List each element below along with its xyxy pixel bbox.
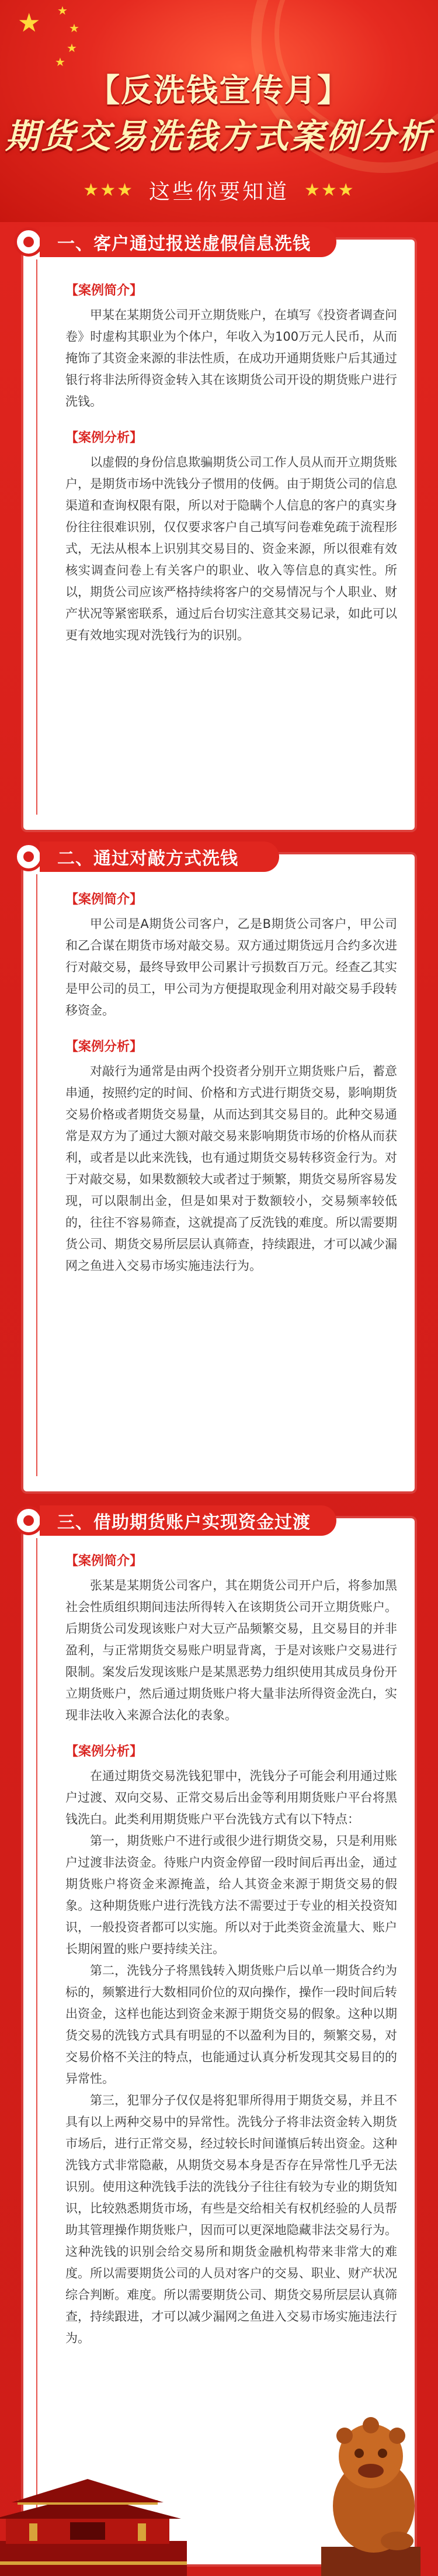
tiananmen-gate-illustration — [0, 2453, 187, 2576]
subtitle: 这些你要知道 — [148, 179, 289, 204]
paragraph: 以虚假的身份信息欺骗期货公司工作人员从而开立期货账户，是期货市场中洗钱分子惯用的伎俩。由于期货公司的信息渠道和查询权限有限，所以对于隐瞒个人信息的客户的真实身份往往很难识别，仅仅要求客户自己填写问卷难免疏于流程形式，无法从根本上识别其交易目的、资金来源，所以很难有效核实调查问卷上有关客户的职业、收入等信息的真实性。所以，期货公司应该严格持续将客户的交易情况与个人职业、财产状况等紧密联系，通过后台切实注意其交易记录，如此可以更有效地实现对洗钱行为的识别。 — [65, 455, 397, 642]
paragraph: 对敲行为通常是由两个投资者分别开立期货账户后，蓄意串通，按照约定的时间、价格和方式进行期货交易，影响期货交易价格或者期货交易量，从而达到其交易目的。此种交易通常是双方为了通过大额对敲交易来影响期货市场的价格从而获利，或者是以此来洗钱，也有通过期货交易转移资金行为。对于对敲交易，如果数额较大或者过于频繁，期货交易所容易发现，可以限制出金，但是如果对于数额较小，交易频率较低的，往往不容易筛查，这就提高了反洗钱的难度。所以需要期货公司、期货交易所层层认真筛查，持续跟进，才可以减少漏网之鱼进入交易市场实施违法行为。 — [65, 1064, 397, 1273]
paragraph: 第二，洗钱分子将黑钱转入期货账户后以单一期货合约为标的，频繁进行大数相同价位的双向操作，操作一段时间后转出资金，这样也能达到资金来源于期货交易的假象。这种以期货交易的洗钱方式具有明显的不以盈利为目的，频繁交易，对交易价格不关注的特点，也能通过认真分析发现其交易目的的异常性。 — [65, 1964, 397, 2086]
footer-decoration — [0, 2399, 438, 2576]
subtitle-row — [0, 175, 438, 205]
star-icon: ★ — [69, 21, 79, 35]
header-banner — [0, 0, 438, 222]
case-tag: 【案例简介】 — [65, 283, 143, 298]
timeline-line — [36, 259, 37, 815]
star-icons-right: ★★★ — [304, 179, 355, 200]
section-card-1 — [23, 234, 415, 830]
section-bullet-icon — [14, 842, 43, 871]
case-tag: 【案例分析】 — [65, 431, 143, 445]
case-intro — [65, 281, 397, 413]
star-icon: ★ — [18, 8, 41, 38]
paragraph: 甲公司是A期货公司客户，乙是B期货公司客户，甲公司和乙合谋在期货市场对敲交易。双方通过期货远月合约多次进行对敲交易，最终导致甲公司累计亏损数百万元。经查乙其实是甲公司的员工，甲公司为方便提取现金利用对敲交易手段转移资金。 — [65, 917, 397, 1017]
section-title: 一、客户通过报送虚假信息洗钱 — [40, 227, 336, 257]
paragraph: 甲某在某期货公司开立期货账户，在填写《投资者调查问卷》时虚构其职业为个体户，年收入为100万元人民币，从而掩饰了其资金来源的非法性质，在成功开通期货账户后其通过银行将非法所得资金转入其在该期货公司开设的期货账户进行洗钱。 — [65, 308, 397, 408]
section-title: 三、借助期货账户实现资金过渡 — [40, 1505, 336, 1536]
section-header — [14, 839, 279, 874]
section-content — [65, 1551, 397, 2364]
case-intro — [65, 889, 397, 1022]
section-header — [14, 224, 336, 259]
case-tag: 【案例简介】 — [65, 1554, 143, 1569]
section-content — [65, 889, 397, 1292]
section-card-2 — [23, 849, 415, 1491]
paragraph: 第三，犯罪分子仅仅是将犯罪所得用于期货交易，并且不具有以上两种交易中的异常性。洗钱分子将非法资金转入期货市场后，进行正常交易，经过较长时间谨慎后转出资金。这种洗钱方式非常隐蔽，从期货交易本身是否存在异常性几乎无法识别。使用这种洗钱手法的洗钱分子往往有较为专业的期货知识，比较熟悉期货市场，有些是交给相关有权机经验的人员帮助其管理操作期货账户，因而可以更深地隐藏非法交易行为。这种洗钱的识别会给交易所和期货金融机构带来非常大的难度。所以需要期货公司的人员对客户的交易、职业、财产状况综合判断。难度。所以需要期货公司、期货交易所层层认真筛查，持续跟进，才可以减少漏网之鱼进入交易市场实施违法行为。 — [65, 2093, 397, 2345]
star-icon: ★ — [57, 4, 68, 18]
star-icon: ★ — [67, 41, 77, 55]
case-tag: 【案例分析】 — [65, 1744, 143, 1759]
stone-lion-illustration — [310, 2401, 432, 2576]
paragraph: 第一，期货账户不进行或很少进行期货交易，只是利用账户过渡非法资金。待账户内资金停留一段时间后再出金，通过期货账户将资金来源掩盖，给人其资金来源于期货交易的假象。这种期货账户进行洗钱方法不需要过于专业的相关投资知识，一般投资者都可以实施。所以对于此类资金流量大、账户长期闲置的账户要持续关注。 — [65, 1834, 397, 1956]
case-analysis — [65, 1037, 397, 1277]
section-content — [65, 281, 397, 662]
timeline-line — [36, 874, 37, 1476]
paragraph: 张某是某期货公司客户，其在期货公司开户后，将参加黑社会性质组织期间违法所得转入在该期货公司开立期货账户。后期货公司发现该账户对大豆产品频繁交易，且交易目的并非盈利，与正常期货交易账户明显背离，于是对该账户交易进行限制。案发后发现该账户是某黑恶势力组织使用其成员身份开立期货账户，然后通过期货账户将大量非法所得资金洗白，实现非法收入来源合法化的表象。 — [65, 1578, 397, 1722]
star-icon: ★ — [55, 55, 65, 69]
case-tag: 【案例简介】 — [65, 892, 143, 907]
case-intro — [65, 1551, 397, 1726]
section-title: 二、通过对敲方式洗钱 — [40, 842, 279, 872]
page-title-line1: 【反洗钱宣传月】 — [88, 72, 350, 109]
section-bullet-icon — [14, 227, 43, 257]
section-bullet-icon — [14, 1506, 43, 1535]
case-tag: 【案例分析】 — [65, 1040, 143, 1054]
case-analysis — [65, 1741, 397, 2349]
star-icons-left: ★★★ — [83, 179, 134, 200]
paragraph: 在通过期货交易洗钱犯罪中，洗钱分子可能会利用通过账户过渡、双向交易、正常交易后出金等利用期货账户平台将黑钱洗白。此类利用期货账户平台洗钱方式有以下特点： — [65, 1769, 397, 1826]
page-title-line2: 期货交易洗钱方式案例分析 — [5, 116, 433, 156]
case-analysis — [65, 428, 397, 646]
section-header — [14, 1503, 336, 1538]
